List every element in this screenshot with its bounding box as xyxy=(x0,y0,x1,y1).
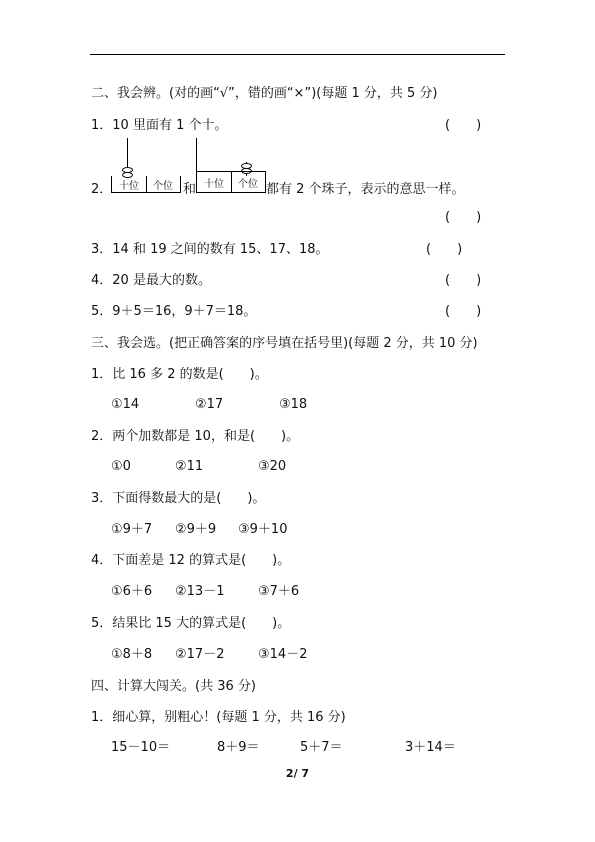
s3-q1-option-1[interactable]: ①14 xyxy=(111,397,140,412)
page-number: 2/ 7 xyxy=(285,767,310,780)
s2-q5-answer-paren[interactable]: ( ) xyxy=(445,304,482,319)
abacus-2-frame xyxy=(196,171,266,193)
s2-question-3: 3．14 和 19 之间的数有 15、17、18。 xyxy=(91,242,329,257)
s3-q4-option-3[interactable]: ③7＋6 xyxy=(258,584,300,599)
s2-q2-answer-paren[interactable]: ( ) xyxy=(445,210,482,225)
s3-question-2: 2．两个加数都是 10，和是( )。 xyxy=(91,429,300,444)
s3-q4-option-2[interactable]: ②13－1 xyxy=(175,584,225,599)
abacus-1-ones-label: 个位 xyxy=(153,180,173,192)
s3-q1-option-3[interactable]: ③18 xyxy=(279,397,308,412)
section-2-title: 二、我会辨。(对的画“√”，错的画“×”)(每题 1 分，共 5 分) xyxy=(91,86,438,101)
s4-q1-item-1[interactable]: 15－10＝ xyxy=(111,740,171,755)
s3-q2-option-2[interactable]: ②11 xyxy=(175,459,204,474)
s4-q1-item-2[interactable]: 8＋9＝ xyxy=(217,740,260,755)
s3-q3-option-2[interactable]: ②9＋9 xyxy=(175,522,217,537)
s2-question-1: 1．10 里面有 1 个十。 xyxy=(91,118,228,133)
s2-question-5: 5．9＋5＝16，9＋7＝18。 xyxy=(91,304,257,319)
s2-q2-statement: 都有 2 个珠子，表示的意思一样。 xyxy=(266,182,465,197)
s3-q5-option-3[interactable]: ③14－2 xyxy=(258,647,308,662)
s3-question-3: 3．下面得数最大的是( )。 xyxy=(91,491,266,506)
s3-q1-option-2[interactable]: ②17 xyxy=(195,397,224,412)
s2-q2-number: 2． xyxy=(91,182,113,197)
abacus-2-ones-label: 个位 xyxy=(238,178,258,190)
s3-q4-option-1[interactable]: ①6＋6 xyxy=(111,584,153,599)
s3-question-5: 5．结果比 15 大的算式是( )。 xyxy=(91,616,291,631)
abacus-1 xyxy=(111,138,181,196)
s3-question-1: 1．比 16 多 2 的数是( )。 xyxy=(91,367,268,382)
s3-q5-option-2[interactable]: ②17－2 xyxy=(175,647,225,662)
section-4-title: 四、计算大闯关。(共 36 分) xyxy=(91,679,256,694)
header-rule xyxy=(90,54,505,55)
abacus-2 xyxy=(196,138,266,196)
s2-q2-and: 和 xyxy=(183,182,197,197)
abacus-2-tens-label: 十位 xyxy=(204,178,224,190)
s3-q3-option-1[interactable]: ①9＋7 xyxy=(111,522,153,537)
abacus-1-tens-label: 十位 xyxy=(119,180,139,192)
abacus-1-frame xyxy=(111,176,181,193)
s2-q1-answer-paren[interactable]: ( ) xyxy=(445,118,482,133)
s3-q2-option-3[interactable]: ③20 xyxy=(258,459,287,474)
s4-q1-item-4[interactable]: 3＋14＝ xyxy=(405,740,456,755)
s2-q4-answer-paren[interactable]: ( ) xyxy=(445,273,482,288)
s3-question-4: 4．下面差是 12 的算式是( )。 xyxy=(91,553,291,568)
section-3-title: 三、我会选。(把正确答案的序号填在括号里)(每题 2 分，共 10 分) xyxy=(91,336,478,351)
s3-q2-option-1[interactable]: ①0 xyxy=(111,459,131,474)
s4-q1-item-3[interactable]: 5＋7＝ xyxy=(300,740,343,755)
s3-q5-option-1[interactable]: ①8＋8 xyxy=(111,647,153,662)
s4-question-1: 1．细心算，别粗心！(每题 1 分，共 16 分) xyxy=(91,710,346,725)
s2-question-4: 4．20 是最大的数。 xyxy=(91,273,211,288)
s3-q3-option-3[interactable]: ③9＋10 xyxy=(238,522,288,537)
s2-q3-answer-paren[interactable]: ( ) xyxy=(426,242,463,257)
